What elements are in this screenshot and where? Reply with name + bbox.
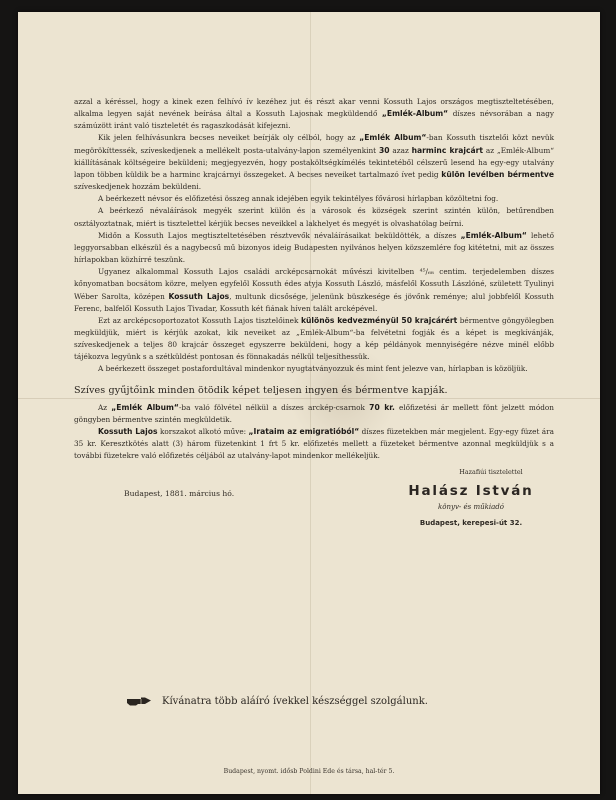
paragraph-secondary-1: [74, 402, 554, 426]
text-run: Kik jelen felhívásunkra becses neveiket beírják oly célból, hogy az: [98, 133, 360, 143]
emphasis-text: „Emlék Album“: [359, 133, 427, 143]
emphasis-text: Kossuth Lajos: [168, 291, 230, 301]
emphasis-text: 70 kr.: [369, 402, 395, 412]
text-run: -ba való fölvétel nélkül a díszes arckép-csarnok: [178, 402, 370, 412]
text-run: -ban Kossuth tisztelői közt nevük megörökíttessék, szíveskedjenek a mellékelt posta-utalvány-lapon személyenkint: [74, 133, 554, 155]
text-run: Az: [98, 402, 112, 412]
text-run: lehető leggyorsabban elkészül és a nagybecsű mű bizonyos ideig Budapesten nyilvános helyen közszemlére fog kitétetni, mit az összes hírlapokban közhírré teszünk.: [74, 230, 554, 265]
paragraph-7: [74, 315, 554, 364]
document-body: [74, 96, 554, 576]
emphasis-text: „Emlék-Album“: [381, 109, 449, 119]
emphasis-text: „Emlék-Album“: [460, 230, 527, 240]
text-run: A beérkező névaláírások megyék szerint külön és a városok és községek szerint szintén külön, betűrendben osztályoztatnak, miért is tisztelettel kérjük becses neveikkel a lakhelyet és megyét is olvashatólag beírni.: [74, 206, 554, 228]
text-run: , multunk dicsősége, jelenünk büszkesége és jövőnk reménye; alul jobbfelől Kossuth Ferenc, balfelől Kossuth Lajos Tivadar, Kossuth két fiának híven talált arcképével.: [74, 291, 554, 313]
signature-name: Halász István: [408, 482, 534, 499]
text-run: azzal a kéréssel, hogy a kinek ezen felhívó ív kezéhez jut és részt akar venni Kossuth Lajos országos megtiszteltetésében, alkalma legyen saját nevének beírása által a Kossuth Lajosnak megküldendő: [74, 97, 554, 119]
text-run: A beérkezett névsor és előfizetési összeg annak idejében egyik tekintélyes fővárosi hírlapban közöltetni fog.: [98, 194, 499, 204]
text-run: bérmentve göngyölegben megküldjük, miért is kérjük azokat, kik neveiket az „Emlék-Album“-ba felvétetni fogják és a képet is megkívánják, szíveskedjenek a teljes 80 krajcár összeget egyszerre beküldeni, hogy a kép példányok mennyiségére nézve minél előbb tájékozva legyünk s a szétküldést pontosan és fönnakadás nélkül teljesíthessük.: [74, 315, 555, 362]
text-run: Midőn a Kossuth Lajos megtiszteltetésében résztvevők névaláírásaikat beküldötték, a díszes: [98, 230, 461, 240]
highlight-line: Szíves gyűjtőink minden ötödik képet teljesen ingyen és bérmentve kapják.: [74, 384, 448, 396]
text-run: Ezt az arcképcsoportozatot Kossuth Lajos tisztelőinek: [98, 315, 301, 325]
closing-block: [74, 466, 554, 576]
paragraph-secondary-2: [74, 426, 554, 462]
notice-row: [126, 692, 428, 711]
paragraph-5: [74, 230, 554, 266]
text-run: az „Emlék-Album“ kiállításának költségeire beküldeni; megjegyezvén, hogy postaköltségkímélés tekintetéből célszerű lesend ha egy-egy utalvány lapon többen küldik be a harminc krajcárnyi összegeket. A becses neveiket tartalmazó ívet pedig: [74, 145, 554, 179]
printer-footer: Budapest, nyomt. idősb Poldini Ede és társa, hal-tér 5.: [223, 768, 395, 775]
text-run: díszes füzetekben már megjelent. Egy-egy füzet ára 35 kr. Keresztkötés alatt (3) három füzetenkint 1 frt 5 kr. előfizetés mellett a füzeteket bérmentve azonnal megküldjük s a további füzetekre való előfizetés céljából az utalvány-lapot mindenkor mellékeljük.: [74, 426, 554, 461]
pointing-hand-icon: [126, 692, 152, 711]
emphasis-text: Kossuth Lajos: [98, 426, 158, 436]
emphasis-text: „Emlék Album“: [111, 402, 179, 412]
place-date: Budapest, 1881. március hó.: [124, 489, 235, 499]
emphasis-text: „Irataim az emigratióból“: [248, 426, 360, 436]
paragraph-2: [74, 132, 554, 193]
signature-role: könyv- és műkiadó: [438, 502, 504, 511]
signature-address: Budapest, kerepesi-út 32.: [419, 518, 523, 527]
paragraph-3: [74, 193, 554, 205]
text-run: korszakot alkotó műve:: [157, 426, 249, 436]
text-run: Ugyanez alkalommal Kossuth Lajos családi arcképcsarnokát művészi kivitelben ⁴⁵/₆₈ centim. terjedelemben díszes kőnyomatban bocsátom közre, melyen egyfelől Kossuth édes atyja Kossuth László, másfelől Kossuth Lászlóné, született Tyulinyi Wéber Sarolta, középen: [74, 267, 554, 301]
paragraph-6: [74, 266, 554, 315]
paragraph-group-main: [74, 96, 554, 376]
paragraph-group-secondary: [74, 402, 554, 463]
emphasis-text: külön levélben bérmentve: [441, 169, 554, 179]
text-run: A beérkezett összeget postafordultával mindenkor nyugtatványozzuk és mint fent jelezve van, hírlapban is közöljük.: [98, 364, 528, 374]
emphasis-text: 30: [378, 145, 390, 155]
text-run: díszes névsorában a nagy számúzött iránt való tiszteletét és ragaszkodását kifejezni.: [74, 109, 554, 131]
text-run: szíveskedjenek hozzám beküldeni.: [74, 182, 202, 192]
paragraph-1: [74, 96, 554, 132]
emphasis-text: különös kedvezményül 50 krajcárért: [300, 315, 458, 325]
signature-greeting: Hazafiúi tisztelettel: [459, 468, 523, 477]
signature-block: [386, 466, 556, 529]
emphasis-text: harminc krajcárt: [411, 145, 484, 155]
document-sheet: [18, 12, 600, 794]
paragraph-8: [74, 363, 554, 375]
notice-text: Kívánatra több aláíró ívekkel készséggel szolgálunk.: [162, 696, 428, 707]
text-run: előfizetési ár mellett fönt jelzett módon göngyben bérmentve szintén megküldetik.: [74, 402, 554, 424]
text-run: azaz: [389, 145, 412, 155]
paragraph-4: [74, 205, 554, 229]
